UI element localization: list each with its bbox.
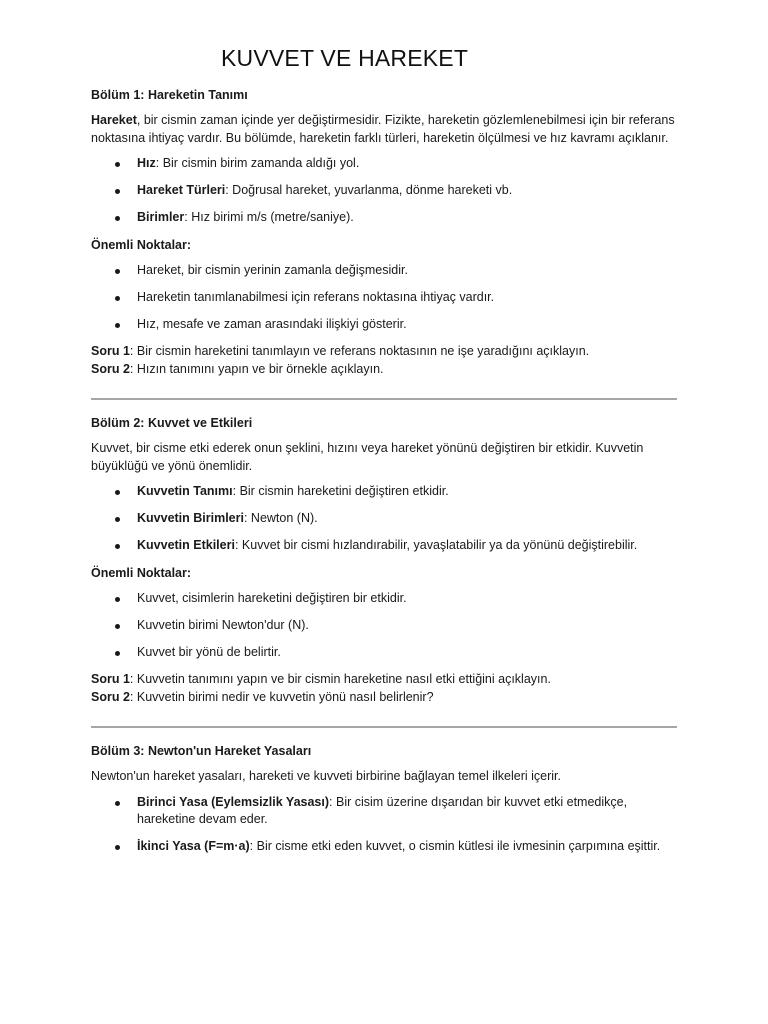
- list-item-text: : Bir cisme etki eden kuvvet, o cismin kütlesi ile ivmesinin çarpımına eşittir.: [249, 839, 661, 853]
- list-item: [91, 182, 681, 200]
- document-title: KUVVET VE HAREKET: [221, 45, 469, 71]
- questions-block: [91, 343, 681, 378]
- bullet-icon: [115, 323, 120, 328]
- list-item-term: Hız: [137, 156, 156, 170]
- list-item-text: Kuvvetin birimi Newton'dur (N).: [137, 618, 309, 632]
- list-item-text: : Hız birimi m/s (metre/saniye).: [184, 210, 354, 224]
- intro-term: Hareket: [91, 113, 137, 127]
- list-item-text: : Newton (N).: [243, 511, 318, 525]
- bullet-icon: [115, 216, 120, 221]
- question: [91, 671, 681, 689]
- bullet-icon: [115, 162, 120, 167]
- section-3: [91, 742, 681, 856]
- section-1: [91, 86, 681, 378]
- list-item-term: Birimler: [137, 210, 185, 224]
- bullet-icon: [115, 801, 120, 806]
- section-intro: Newton'un hareket yasaları, hareketi ve kuvveti birbirine bağlayan temel ilkeleri içerir.: [91, 769, 561, 783]
- section-2: [91, 414, 681, 706]
- list-item-term: Kuvvetin Etkileri: [137, 538, 235, 552]
- list-item: [91, 537, 681, 555]
- list-item-text: : Doğrusal hareket, yuvarlanma, dönme hareketi vb.: [225, 183, 513, 197]
- list-item-text: : Bir cisim üzerine dışarıdan bir kuvvet etki etmedikçe, hareketine devam eder.: [137, 794, 628, 826]
- list-item-text: : Bir cismin hareketini değiştiren etkidir.: [232, 484, 449, 498]
- list-item: [91, 209, 681, 227]
- list-item: [91, 617, 681, 635]
- question-text: : Hızın tanımını yapın ve bir örnekle açıklayın.: [129, 361, 384, 376]
- list-item-text: Kuvvet bir yönü de belirtir.: [137, 645, 281, 659]
- bullet-icon: [115, 544, 120, 549]
- definition-list: [91, 794, 681, 856]
- list-item: [91, 838, 681, 856]
- intro-text: , bir cismin zaman içinde yer değiştirmesidir. Fizikte, hareketin gözlemlenebilmesi için bir referans noktasına ihtiyaç vardır. Bu bölümde, hareketin farklı türleri, hareketin ölçülmesi ve hız kavramı açıklanır.: [91, 113, 675, 145]
- list-item-text: : Bir cismin birim zamanda aldığı yol.: [155, 156, 360, 170]
- bullet-icon: [115, 296, 120, 301]
- list-item-text: : Kuvvet bir cismi hızlandırabilir, yavaşlatabilir ya da yönünü değiştirebilir.: [234, 538, 638, 552]
- questions-block: [91, 671, 681, 706]
- list-item: [91, 316, 681, 334]
- list-item-term: Birinci Yasa (Eylemsizlik Yasası): [137, 794, 330, 809]
- section-divider: [91, 398, 677, 400]
- section-heading: Bölüm 1: Hareketin Tanımı: [91, 88, 248, 102]
- document-page: [91, 40, 681, 865]
- bullet-icon: [115, 845, 120, 850]
- question-text: : Kuvvetin tanımını yapın ve bir cismin hareketine nasıl etki ettiğini açıklayın.: [129, 672, 551, 686]
- section-heading: Bölüm 2: Kuvvet ve Etkileri: [91, 416, 253, 430]
- list-item: [91, 644, 681, 662]
- question-label: Soru 1: [91, 344, 130, 358]
- list-item-text: Kuvvet, cisimlerin hareketini değiştiren bir etkidir.: [137, 591, 407, 605]
- question: [91, 689, 681, 707]
- bullet-icon: [115, 490, 120, 495]
- notes-list: [91, 590, 681, 662]
- notes-heading: Önemli Noktalar:: [91, 566, 192, 580]
- bullet-icon: [115, 624, 120, 629]
- question-text: : Bir cismin hareketini tanımlayın ve referans noktasının ne işe yaradığını açıklayın.: [129, 344, 590, 358]
- section-intro: Kuvvet, bir cisme etki ederek onun şeklini, hızını veya hareket yönünü değiştiren bir etkidir. Kuvvetin büyüklüğü ve yönü önemlidir.: [91, 441, 644, 473]
- list-item: [91, 510, 681, 528]
- question-label: Soru 1: [91, 672, 130, 686]
- definition-list: [91, 155, 681, 227]
- list-item-text: Hareket, bir cismin yerinin zamanla değişmesidir.: [137, 263, 408, 277]
- list-item-term: Hareket Türleri: [137, 183, 226, 197]
- section-intro: [91, 112, 681, 147]
- list-item: [91, 262, 681, 280]
- list-item-term: Kuvvetin Tanımı: [137, 484, 233, 498]
- question-label: Soru 2: [91, 689, 130, 704]
- list-item-term: Kuvvetin Birimleri: [137, 511, 244, 525]
- question: [91, 343, 681, 361]
- question: [91, 361, 681, 379]
- section-heading: Bölüm 3: Newton'un Hareket Yasaları: [91, 744, 312, 758]
- list-item: [91, 590, 681, 608]
- question-label: Soru 2: [91, 361, 130, 376]
- list-item-term: İkinci Yasa (F=m·a): [137, 839, 250, 853]
- list-item: [91, 794, 681, 829]
- list-item-text: Hız, mesafe ve zaman arasındaki ilişkiyi gösterir.: [137, 317, 407, 331]
- bullet-icon: [115, 517, 120, 522]
- bullet-icon: [115, 651, 120, 656]
- list-item-text: Hareketin tanımlanabilmesi için referans noktasına ihtiyaç vardır.: [137, 290, 495, 304]
- notes-list: [91, 262, 681, 334]
- list-item: [91, 483, 681, 501]
- bullet-icon: [115, 597, 120, 602]
- section-divider: [91, 726, 677, 728]
- notes-heading: Önemli Noktalar:: [91, 238, 192, 252]
- bullet-icon: [115, 269, 120, 274]
- list-item: [91, 289, 681, 307]
- definition-list: [91, 483, 681, 555]
- question-text: : Kuvvetin birimi nedir ve kuvvetin yönü nasıl belirlenir?: [129, 689, 434, 704]
- list-item: [91, 155, 681, 173]
- bullet-icon: [115, 189, 120, 194]
